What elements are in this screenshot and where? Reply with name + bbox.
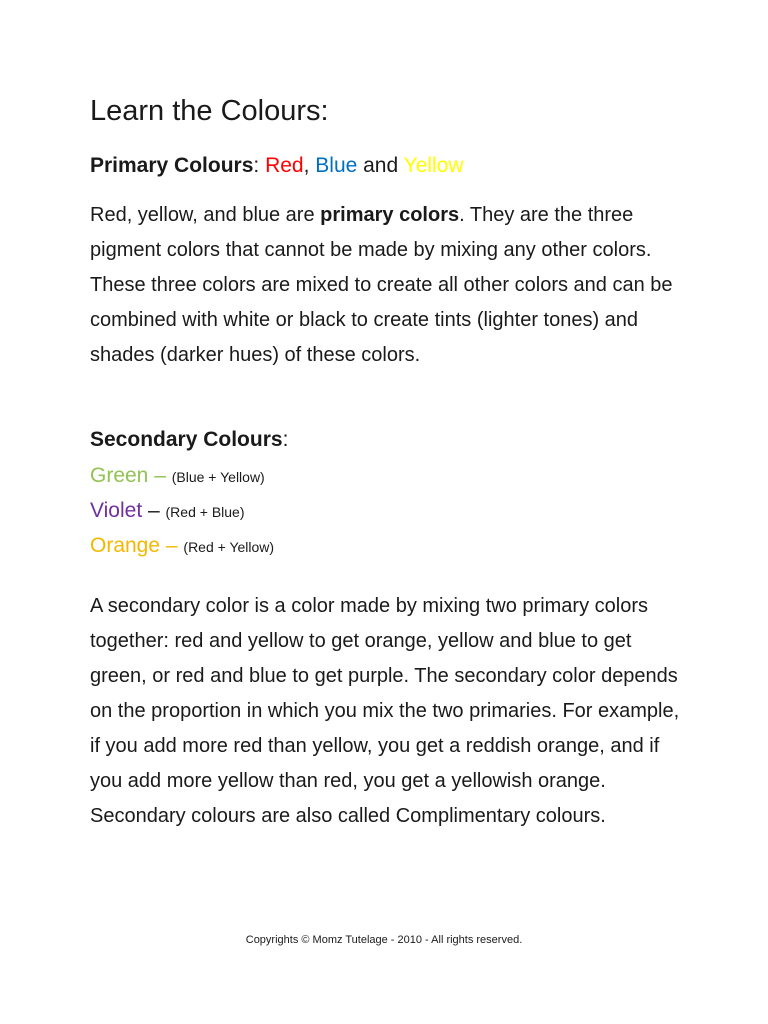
secondary-name-orange: Orange – bbox=[90, 534, 184, 557]
secondary-colours-heading bbox=[90, 425, 288, 455]
page-title: Learn the Colours: bbox=[90, 95, 329, 127]
secondary-colours-label: Secondary Colours bbox=[90, 428, 283, 451]
secondary-dash-violet: – bbox=[142, 499, 166, 522]
secondary-colon: : bbox=[282, 428, 289, 451]
secondary-mix-orange: (Red + Yellow) bbox=[183, 539, 275, 555]
paragraph1-before: Red, yellow, and blue are bbox=[90, 204, 321, 226]
secondary-colors-paragraph: A secondary color is a color made by mixing two primary colors together: red and yellow to get orange, yellow and blue to get green, or red and blue to get purple. The secondary color depends on the proportion in which you mix the two primaries. For example, if you add more red than yellow, you get a reddish orange, and if you add more yellow than red, you get a yellowish orange. Secondary colours are also called Complimentary colours. bbox=[90, 595, 680, 827]
secondary-item-orange bbox=[90, 529, 274, 564]
primary-yellow: Yellow bbox=[403, 154, 464, 177]
primary-blue: Blue bbox=[315, 154, 358, 177]
primary-colors-paragraph bbox=[90, 198, 690, 373]
secondary-item-violet bbox=[90, 494, 274, 529]
secondary-name-green: Green – bbox=[90, 464, 172, 487]
paragraph1-after: . They are the three pigment colors that cannot be made by mixing any other colors. These three colors are mixed to create all other colors and can be combined with white or black to create tints (lighter tones) and shades (darker hues) of these colors. bbox=[90, 204, 673, 366]
primary-and: and bbox=[357, 154, 404, 177]
paragraph1-bold: primary colors bbox=[320, 204, 460, 226]
secondary-mix-violet: (Red + Blue) bbox=[165, 504, 245, 520]
copyright-footer: Copyrights © Momz Tutelage - 2010 - All rights reserved. bbox=[245, 934, 523, 946]
primary-red: Red bbox=[265, 154, 304, 177]
secondary-item-green bbox=[90, 459, 274, 494]
primary-comma: , bbox=[303, 154, 316, 177]
primary-colours-heading bbox=[90, 151, 464, 181]
primary-colours-label: Primary Colours bbox=[90, 154, 254, 177]
secondary-name-violet: Violet bbox=[90, 499, 143, 522]
secondary-colours-list bbox=[90, 459, 274, 564]
primary-colon: : bbox=[253, 154, 266, 177]
secondary-mix-green: (Blue + Yellow) bbox=[171, 469, 265, 485]
